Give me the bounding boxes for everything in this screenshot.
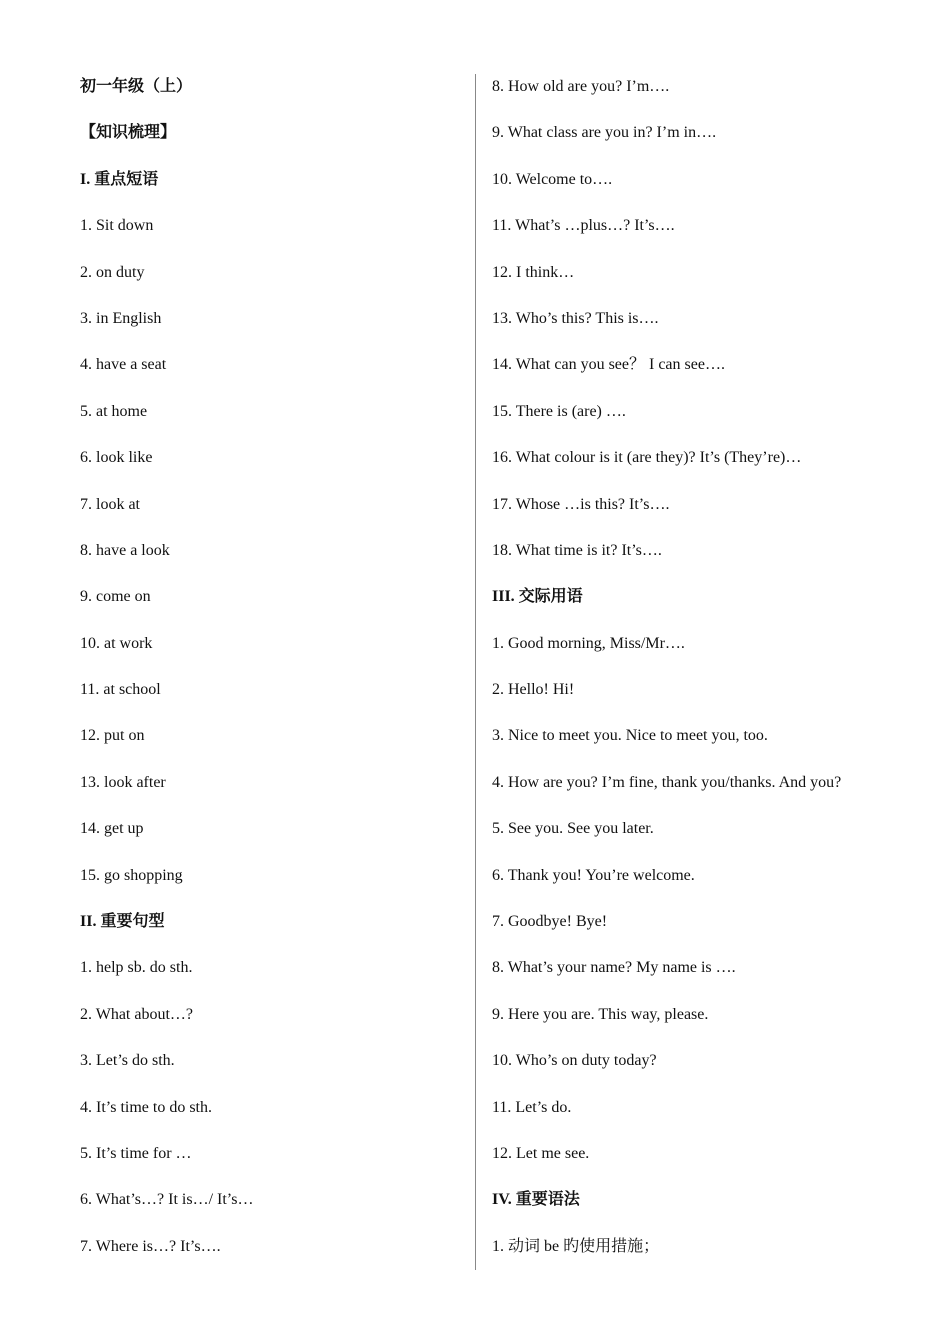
section-heading: II. 重要句型	[80, 913, 165, 931]
left-column	[80, 70, 460, 1276]
section-heading: III. 交际用语	[492, 588, 583, 606]
list-item: 16. What colour is it (are they)? It’s (They’re)…	[492, 449, 802, 467]
list-item: 10. Welcome to….	[492, 170, 613, 188]
list-item: 14. get up	[80, 820, 144, 838]
list-item: 1. 动词 be 旳使用措施；	[492, 1237, 660, 1255]
list-item: 8. What’s your name? My name is ….	[492, 959, 736, 977]
list-item: 13. Who’s this? This is….	[492, 309, 659, 327]
list-item: 2. on duty	[80, 263, 145, 281]
column-divider	[475, 74, 476, 1270]
list-item: 9. Here you are. This way, please.	[492, 1005, 709, 1023]
list-item: 7. Goodbye! Bye!	[492, 913, 608, 931]
list-item: 5. at home	[80, 402, 148, 420]
list-item: 6. look like	[80, 449, 153, 467]
list-item: 10. Who’s on duty today?	[492, 1052, 657, 1070]
list-item: 1. Sit down	[80, 217, 154, 235]
list-item: 11. at school	[80, 681, 161, 699]
list-item: 9. come on	[80, 588, 151, 606]
list-item: 15. go shopping	[80, 866, 183, 884]
list-item: 8. have a look	[80, 541, 170, 559]
list-item: 3. Nice to meet you. Nice to meet you, too.	[492, 727, 768, 745]
section-heading: I. 重点短语	[80, 170, 159, 188]
list-item: 7. look at	[80, 495, 140, 513]
list-item: 13. look after	[80, 773, 166, 791]
list-item: 17. Whose …is this? It’s….	[492, 495, 670, 513]
list-item: 1. help sb. do sth.	[80, 959, 193, 977]
list-item: 12. Let me see.	[492, 1144, 590, 1162]
list-item: 4. It’s time to do sth.	[80, 1098, 212, 1116]
list-item: 18. What time is it? It’s….	[492, 541, 662, 559]
list-item: 1. Good morning, Miss/Mr….	[492, 634, 685, 652]
list-item: 9. What class are you in? I’m in….	[492, 124, 717, 142]
section-heading: 【知识梳理】	[80, 124, 177, 142]
list-item: 12. put on	[80, 727, 145, 745]
list-item: 8. How old are you? I’m….	[492, 78, 670, 95]
list-item: 10. at work	[80, 634, 153, 652]
section-heading: 初一年级（上）	[80, 78, 193, 95]
list-item: 14. What can you see？ I can see….	[492, 356, 725, 374]
list-item: 3. in English	[80, 309, 162, 327]
list-item: 15. There is (are) ….	[492, 402, 626, 420]
list-item: 7. Where is…? It’s….	[80, 1237, 221, 1255]
list-item: 2. Hello! Hi!	[492, 681, 575, 699]
list-item: 2. What about…?	[80, 1005, 194, 1023]
list-item: 3. Let’s do sth.	[80, 1052, 175, 1070]
section-heading: IV. 重要语法	[492, 1191, 580, 1209]
list-item: 4. How are you? I’m fine, thank you/thanks. And you?	[492, 773, 842, 791]
list-item: 6. What’s…? It is…/ It’s…	[80, 1191, 254, 1209]
list-item: 4. have a seat	[80, 356, 167, 374]
list-item: 5. It’s time for …	[80, 1144, 192, 1162]
list-item: 6. Thank you! You’re welcome.	[492, 866, 695, 884]
list-item: 11. What’s …plus…? It’s….	[492, 217, 675, 235]
list-item: 11. Let’s do.	[492, 1098, 572, 1116]
list-item: 12. I think…	[492, 263, 575, 281]
list-item: 5. See you. See you later.	[492, 820, 654, 838]
right-column	[492, 70, 912, 1276]
